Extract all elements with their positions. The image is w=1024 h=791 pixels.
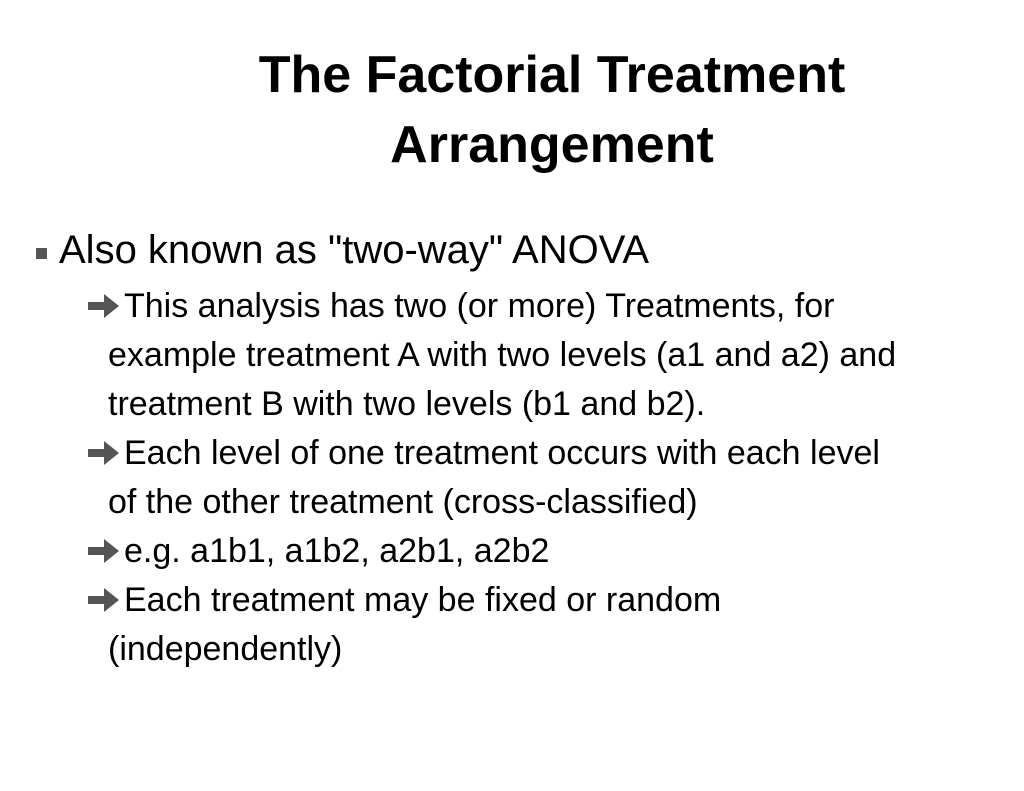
sub-bullet-item: [86, 429, 1024, 527]
sub-bullet-text: Each treatment may be fixed or random: [124, 581, 722, 619]
arrow-right-icon: [86, 536, 122, 566]
slide-title-line-1: The Factorial Treatment: [258, 46, 846, 104]
slide-title-line-2: Arrangement: [390, 116, 714, 174]
sub-bullet-text: (independently): [108, 630, 343, 668]
sub-bullet-list: [86, 282, 1024, 674]
arrow-right-icon: [86, 438, 122, 468]
sub-bullet-text: of the other treatment (cross-classified): [108, 483, 698, 521]
sub-bullet-text: example treatment A with two levels (a1 and a2) and: [108, 336, 897, 374]
main-bullet: [36, 222, 1016, 278]
arrow-right-icon: [86, 585, 122, 615]
sub-bullet-text: This analysis has two (or more) Treatments, for: [124, 287, 835, 325]
sub-bullet-item: [86, 282, 1024, 429]
slide-title: [140, 40, 964, 180]
main-bullet-text: Also known as "two-way" ANOVA: [59, 228, 650, 272]
sub-bullet-text: Each level of one treatment occurs with each level: [124, 434, 880, 472]
sub-bullet-text: e.g. a1b1, a1b2, a2b1, a2b2: [124, 532, 550, 570]
square-bullet-icon: [36, 248, 47, 259]
sub-bullet-item: [86, 527, 1024, 576]
arrow-right-icon: [86, 291, 122, 321]
sub-bullet-item: [86, 576, 1024, 674]
sub-bullet-text: treatment B with two levels (b1 and b2).: [108, 385, 706, 423]
